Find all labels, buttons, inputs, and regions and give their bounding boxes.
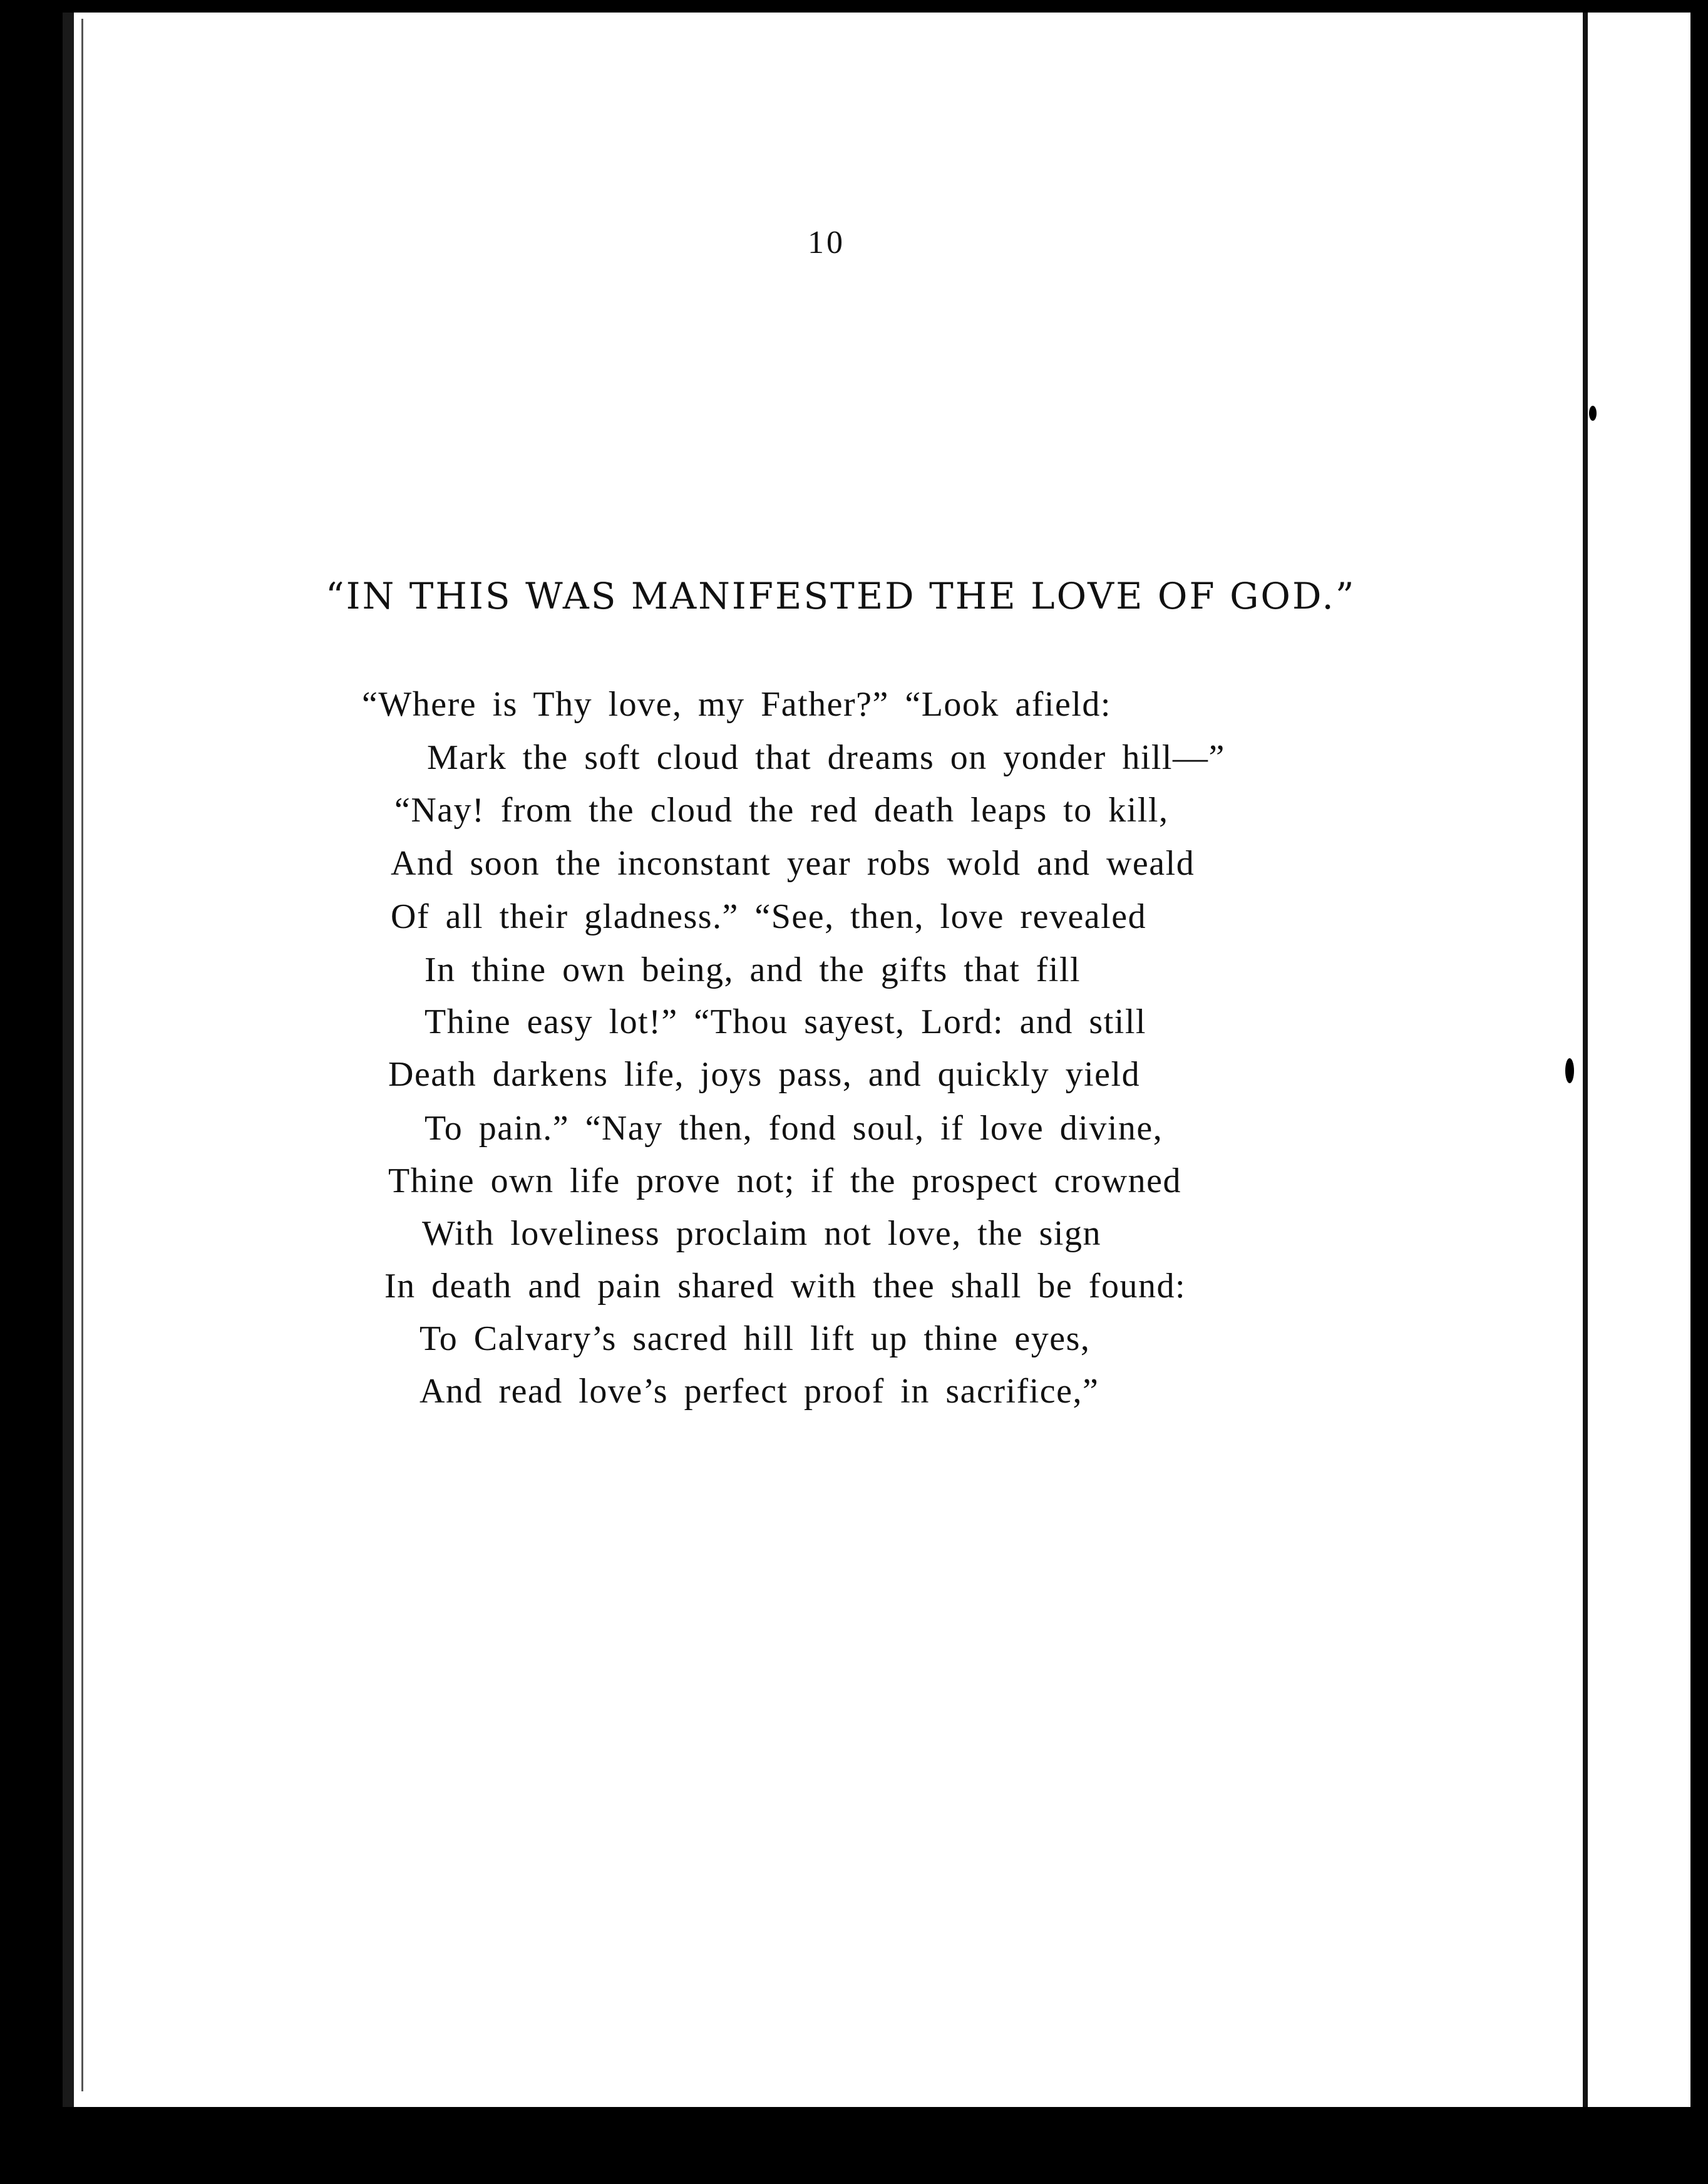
poem-line: And read love’s perfect proof in sacrifice,” xyxy=(419,1372,1099,1411)
poem-line: To Calvary’s sacred hill lift up thine eyes, xyxy=(419,1319,1091,1358)
poem-line: Thine own life prove not; if the prospect crowned xyxy=(388,1162,1181,1200)
poem-line: In thine own being, and the gifts that fill xyxy=(424,950,1081,989)
poem-line: Thine easy lot!” “Thou sayest, Lord: and still xyxy=(424,1002,1146,1041)
poem-title: “IN THIS WAS MANIFESTED THE LOVE OF GOD.” xyxy=(326,575,1356,617)
poem-line: With loveliness proclaim not love, the sign xyxy=(422,1214,1101,1253)
poem-line: In death and pain shared with thee shall be found: xyxy=(384,1267,1186,1306)
poem-line: “Nay! from the cloud the red death leaps to kill, xyxy=(394,791,1169,830)
poem-line: Of all their gladness.” “See, then, love revealed xyxy=(391,897,1147,936)
poem-line: And soon the inconstant year robs wold and weald xyxy=(391,844,1195,883)
poem-line: Death darkens life, joys pass, and quickly yield xyxy=(388,1055,1141,1094)
poem-line: To pain.” “Nay then, fond soul, if love divine, xyxy=(424,1109,1163,1148)
poem-line: Mark the soft cloud that dreams on yonder hill—” xyxy=(427,738,1225,777)
poem-line: “Where is Thy love, my Father?” “Look afield: xyxy=(362,685,1111,724)
page-number: 10 xyxy=(808,225,845,260)
